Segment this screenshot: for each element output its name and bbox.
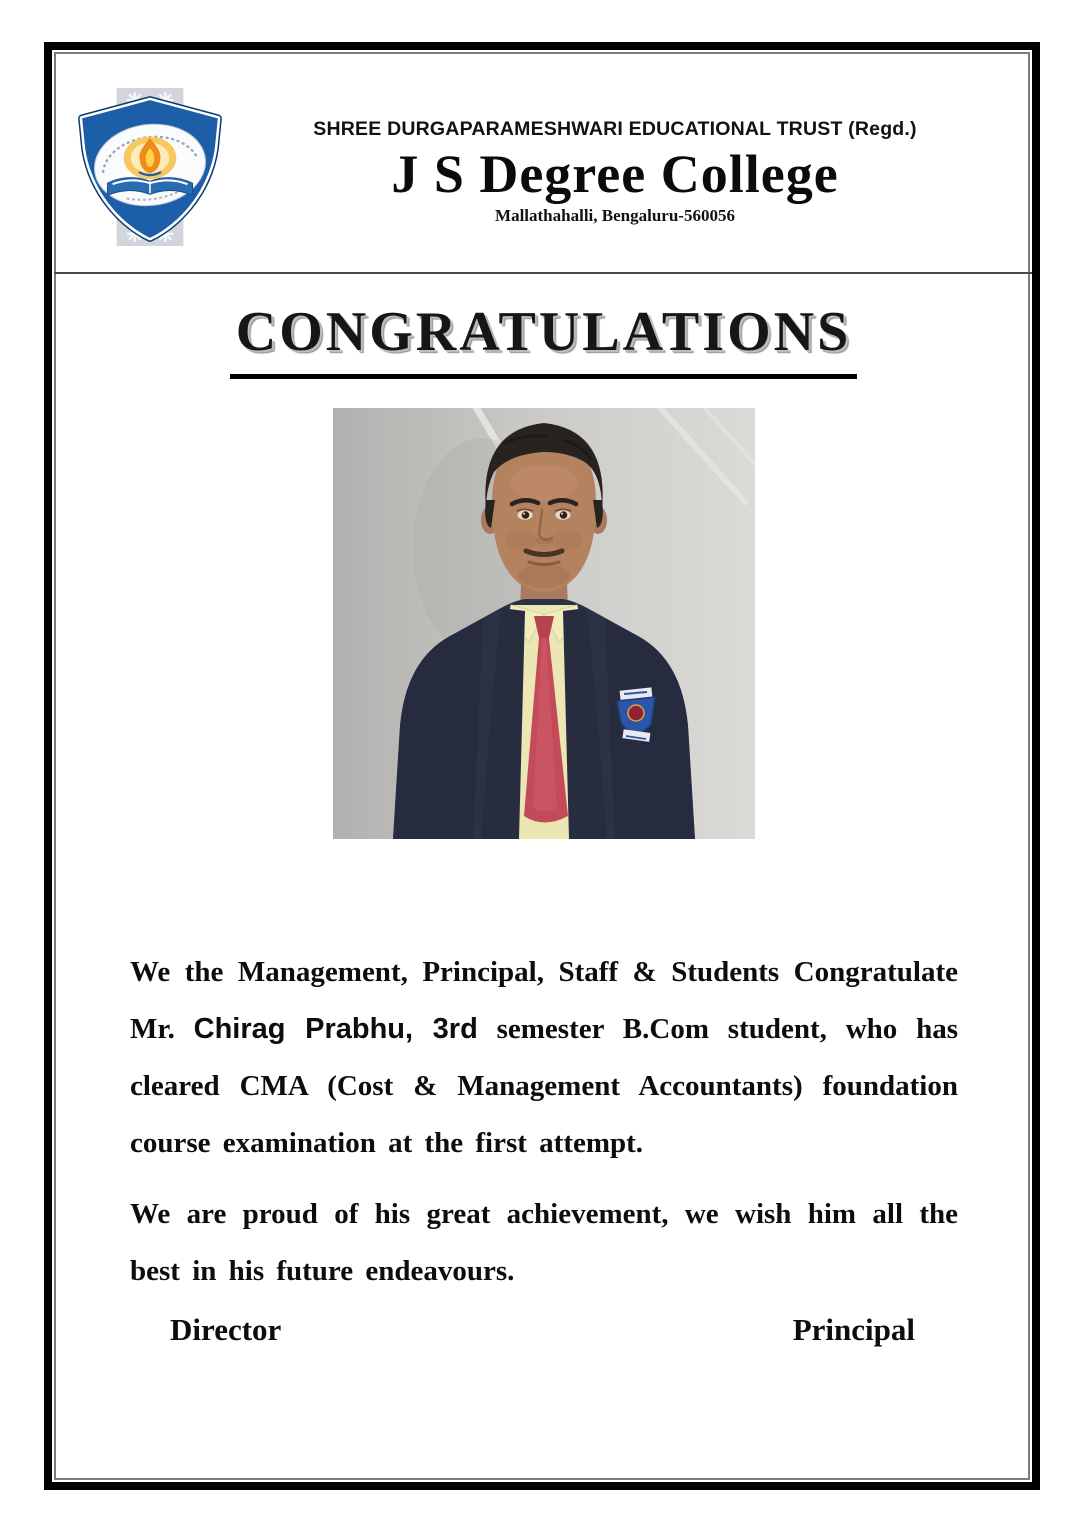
college-address: Mallathahalli, Bengaluru-560056 xyxy=(495,206,735,226)
paragraph1-text-after: semester B.Com student, who has cleared CMA (Cost & Management Accountants) foundation course examination at the first attempt. xyxy=(130,1013,958,1159)
trust-name: SHREE DURGAPARAMESHWARI EDUCATIONAL TRUST (Regd.) xyxy=(313,118,917,140)
director-label: Director xyxy=(170,1312,282,1347)
header-divider xyxy=(54,272,1032,274)
student-name-highlight: Chirag Prabhu, 3rd xyxy=(193,1013,478,1045)
college-name: J S Degree College xyxy=(391,144,839,204)
body-paragraph-2: We are proud of his great achievement, we wish him all the best in his future endeavours. xyxy=(130,1198,958,1287)
student-photo xyxy=(333,408,755,839)
signature-row xyxy=(170,1312,915,1348)
paragraph1-text-before: We the Management, Principal, Staff & Students Congratulate Mr. xyxy=(130,956,958,1045)
principal-label: Principal xyxy=(792,1312,915,1347)
college-logo-graphic xyxy=(72,86,228,248)
title-row xyxy=(0,300,1087,379)
body-text xyxy=(130,944,958,1300)
header-block xyxy=(240,118,990,226)
body-paragraph-1 xyxy=(130,944,958,1172)
student-photo-graphic xyxy=(333,408,755,839)
congratulations-title: CONGRATULATIONS xyxy=(230,300,857,379)
college-logo xyxy=(72,86,228,248)
